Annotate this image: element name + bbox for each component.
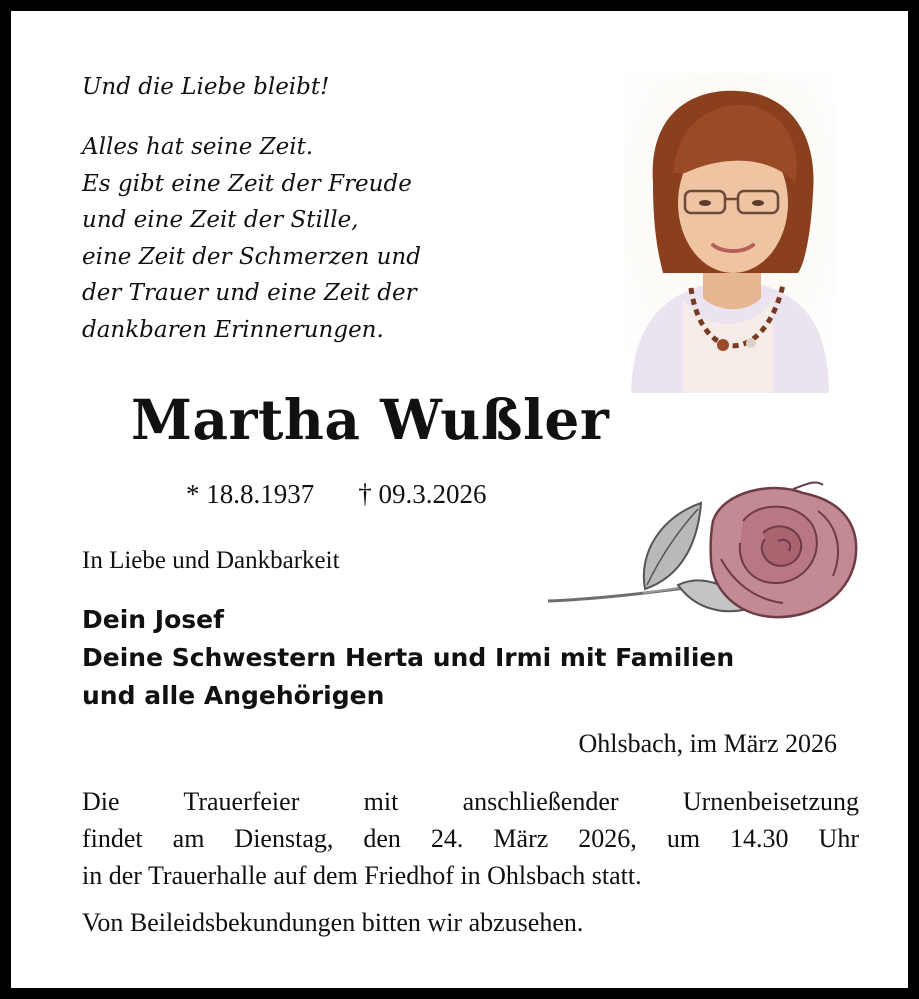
- poem-line: dankbaren Erinnerungen.: [82, 316, 384, 343]
- mourners-list: [82, 601, 734, 715]
- place-date: Ohlsbach, im März 2026: [578, 729, 837, 758]
- mourner-line: Deine Schwestern Herta und Irmi mit Familien: [82, 643, 735, 672]
- poem-line: eine Zeit der Schmerzen und: [82, 243, 421, 270]
- motto-line: Und die Liebe bleibt!: [82, 74, 330, 100]
- poem-line: der Trauer und eine Zeit der: [82, 280, 417, 306]
- poem-line: Alles hat seine Zeit.: [82, 134, 314, 160]
- life-dates: [186, 479, 487, 510]
- ceremony-line: in der Trauerhalle auf dem Friedhof in Ohlsbach statt.: [82, 861, 642, 890]
- birth-date: * 18.8.1937: [186, 479, 315, 509]
- poem-line: Es gibt eine Zeit der Freude: [82, 170, 412, 197]
- dedication-line: In Liebe und Dankbarkeit: [82, 547, 340, 574]
- portrait-photo: [623, 73, 835, 393]
- deceased-name: Martha Wußler: [131, 387, 610, 452]
- death-date: † 09.3.2026: [358, 479, 487, 509]
- ceremony-line: findet am Dienstag, den 24. März 2026, um 14.30 Uhr: [82, 824, 859, 853]
- poem-line: und eine Zeit der Stille,: [82, 207, 359, 233]
- condolence-note: Von Beileidsbekundungen bitten wir abzusehen.: [82, 908, 584, 937]
- mourner-line: und alle Angehörigen: [82, 681, 385, 710]
- ceremony-info: [82, 783, 859, 894]
- mourner-line: Dein Josef: [82, 605, 224, 634]
- poem: [82, 129, 421, 348]
- ceremony-line: Die Trauerfeier mit anschließender Urnenbeisetzung: [82, 787, 859, 816]
